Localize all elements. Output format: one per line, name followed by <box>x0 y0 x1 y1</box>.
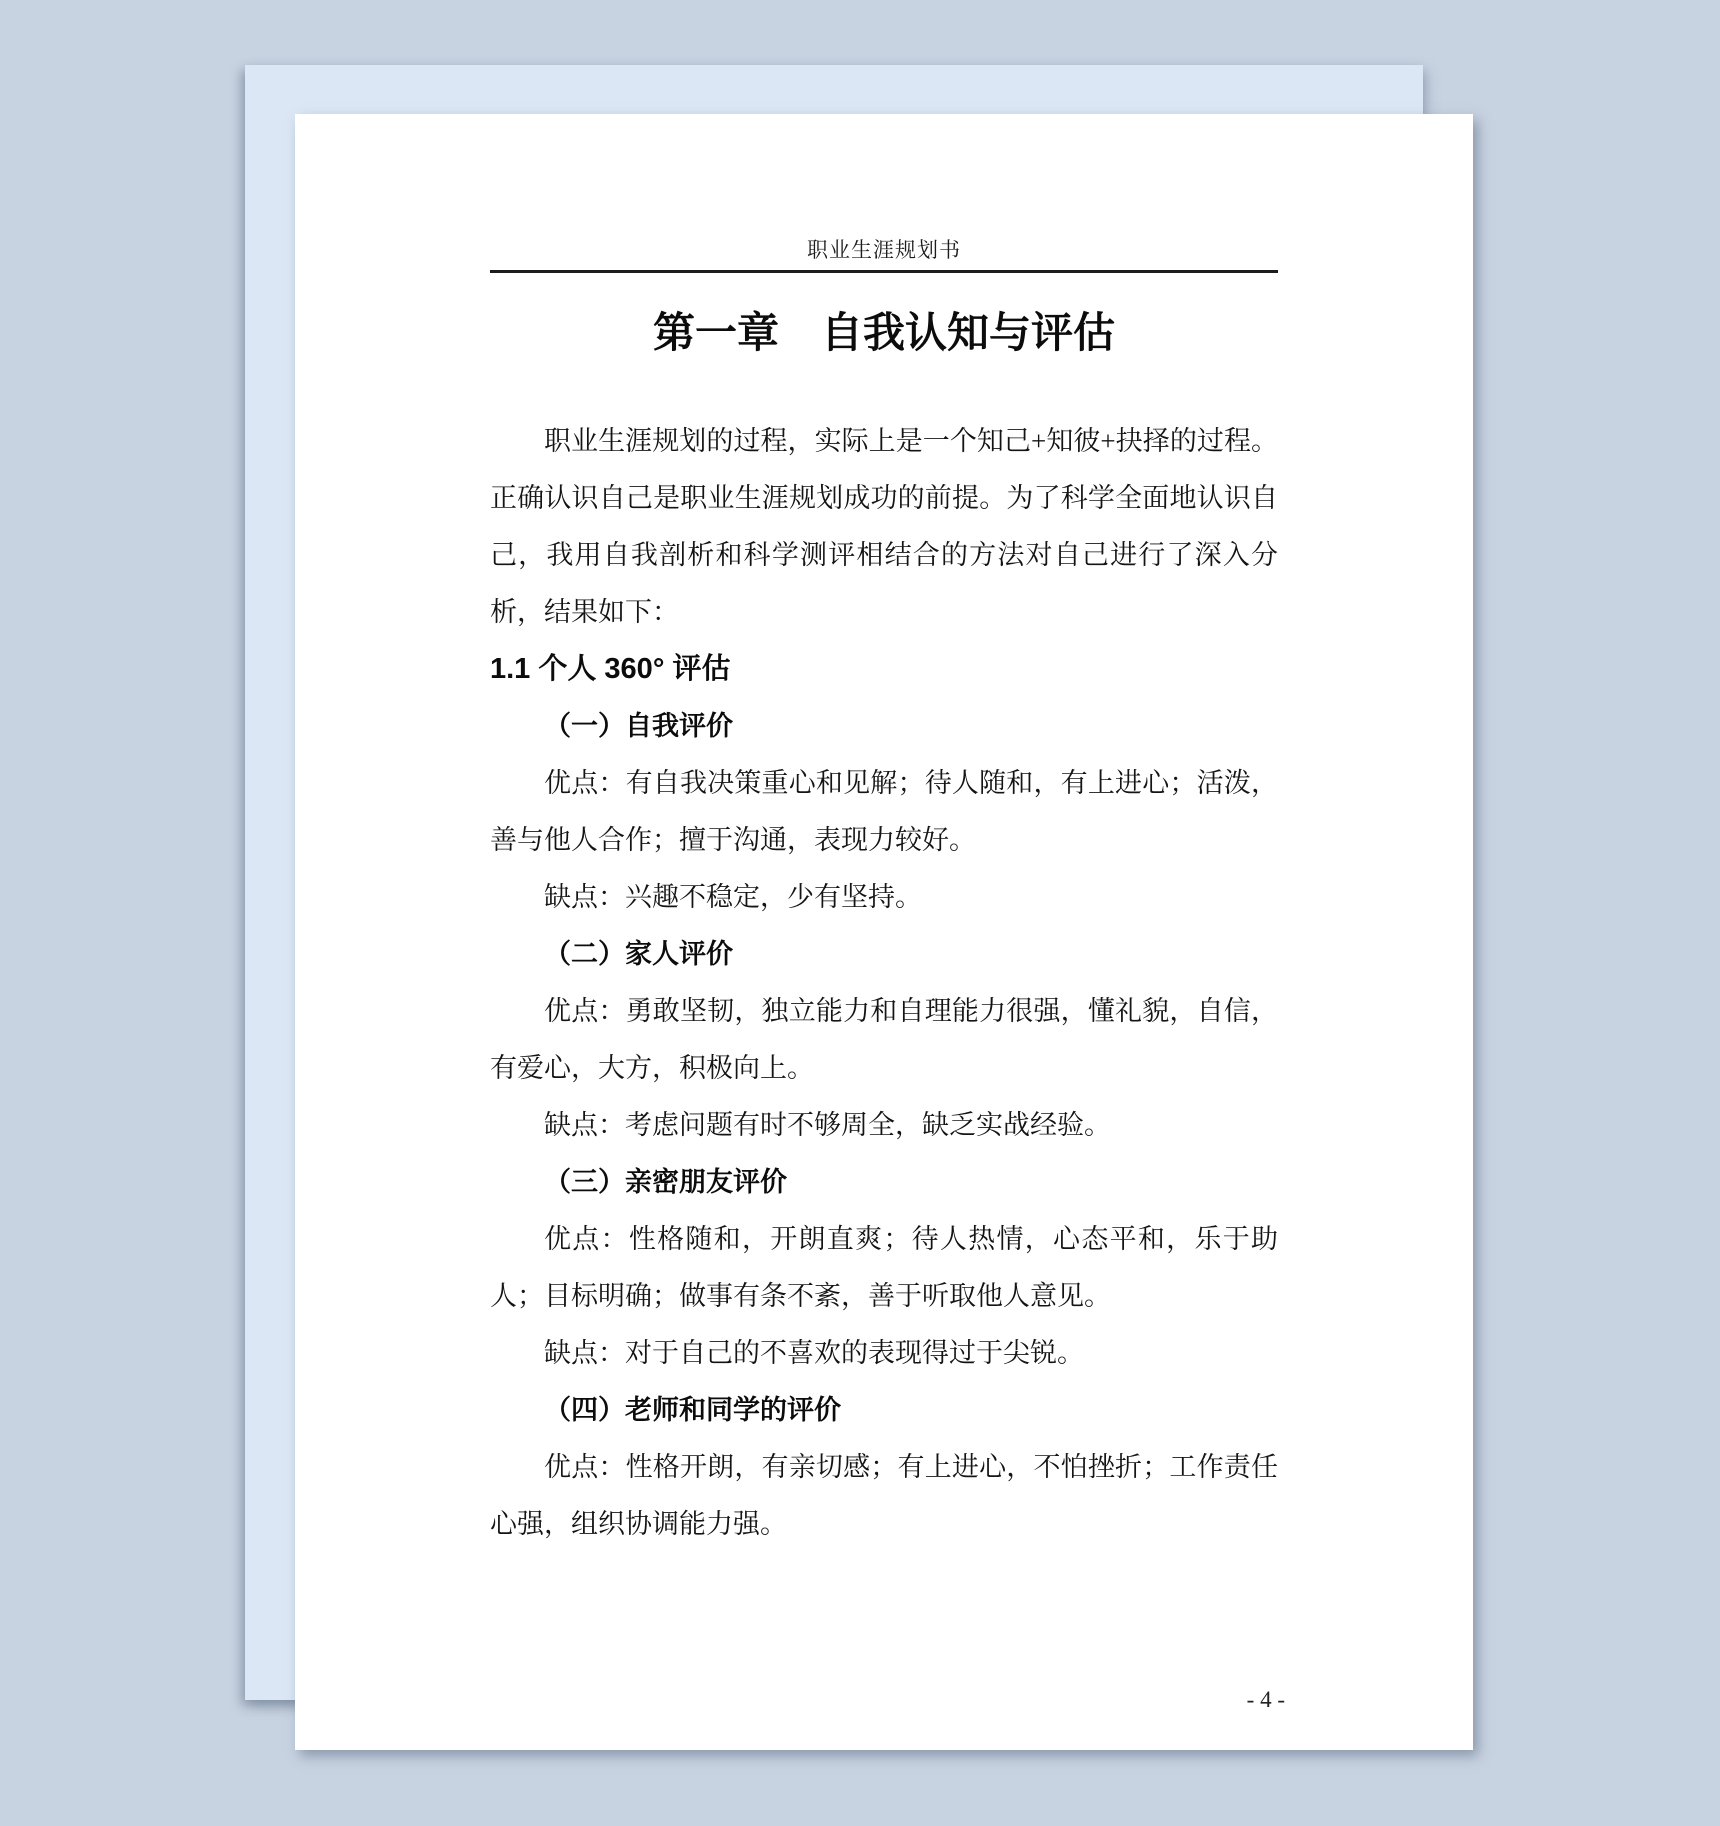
subsection-heading-3: （三）亲密朋友评价 <box>544 1167 787 1197</box>
subsection-2-cons: 缺点：考虑问题有时不够周全，缺乏实战经验。 <box>544 1110 1111 1140</box>
document-body <box>490 413 1278 1553</box>
subsection-2-pros: 优点：勇敢坚韧，独立能力和自理能力很强，懂礼貌，自信，有爱心，大方，积极向上。 <box>490 996 1278 1083</box>
section-heading: 1.1 个人 360° 评估 <box>490 653 731 685</box>
subsection-3-pros: 优点：性格随和，开朗直爽；待人热情，心态平和，乐于助人；目标明确；做事有条不紊，善于听取他人意见。 <box>490 1224 1278 1311</box>
page-header-text: 职业生涯规划书 <box>490 236 1278 273</box>
subsection-heading-2: （二）家人评价 <box>544 939 733 969</box>
document-page <box>295 114 1473 1750</box>
page-number: - 4 - <box>1246 1687 1285 1712</box>
subsection-3-cons: 缺点：对于自己的不喜欢的表现得过于尖锐。 <box>544 1338 1084 1368</box>
subsection-4-pros: 优点：性格开朗，有亲切感；有上进心，不怕挫折；工作责任心强，组织协调能力强。 <box>490 1452 1278 1539</box>
subsection-heading-4: （四）老师和同学的评价 <box>544 1395 841 1425</box>
subsection-heading-1: （一）自我评价 <box>544 711 733 741</box>
subsection-1-cons: 缺点：兴趣不稳定，少有坚持。 <box>544 882 922 912</box>
chapter-title: 第一章 自我认知与评估 <box>652 311 1115 357</box>
intro-paragraph: 职业生涯规划的过程，实际上是一个知己+知彼+抉择的过程。正确认识自己是职业生涯规划成功的前提。为了科学全面地认识自己，我用自我剖析和科学测评相结合的方法对自己进行了深入分析，结果如下： <box>490 426 1278 627</box>
subsection-1-pros: 优点：有自我决策重心和见解；待人随和，有上进心；活泼，善与他人合作；擅于沟通，表现力较好。 <box>490 768 1278 855</box>
